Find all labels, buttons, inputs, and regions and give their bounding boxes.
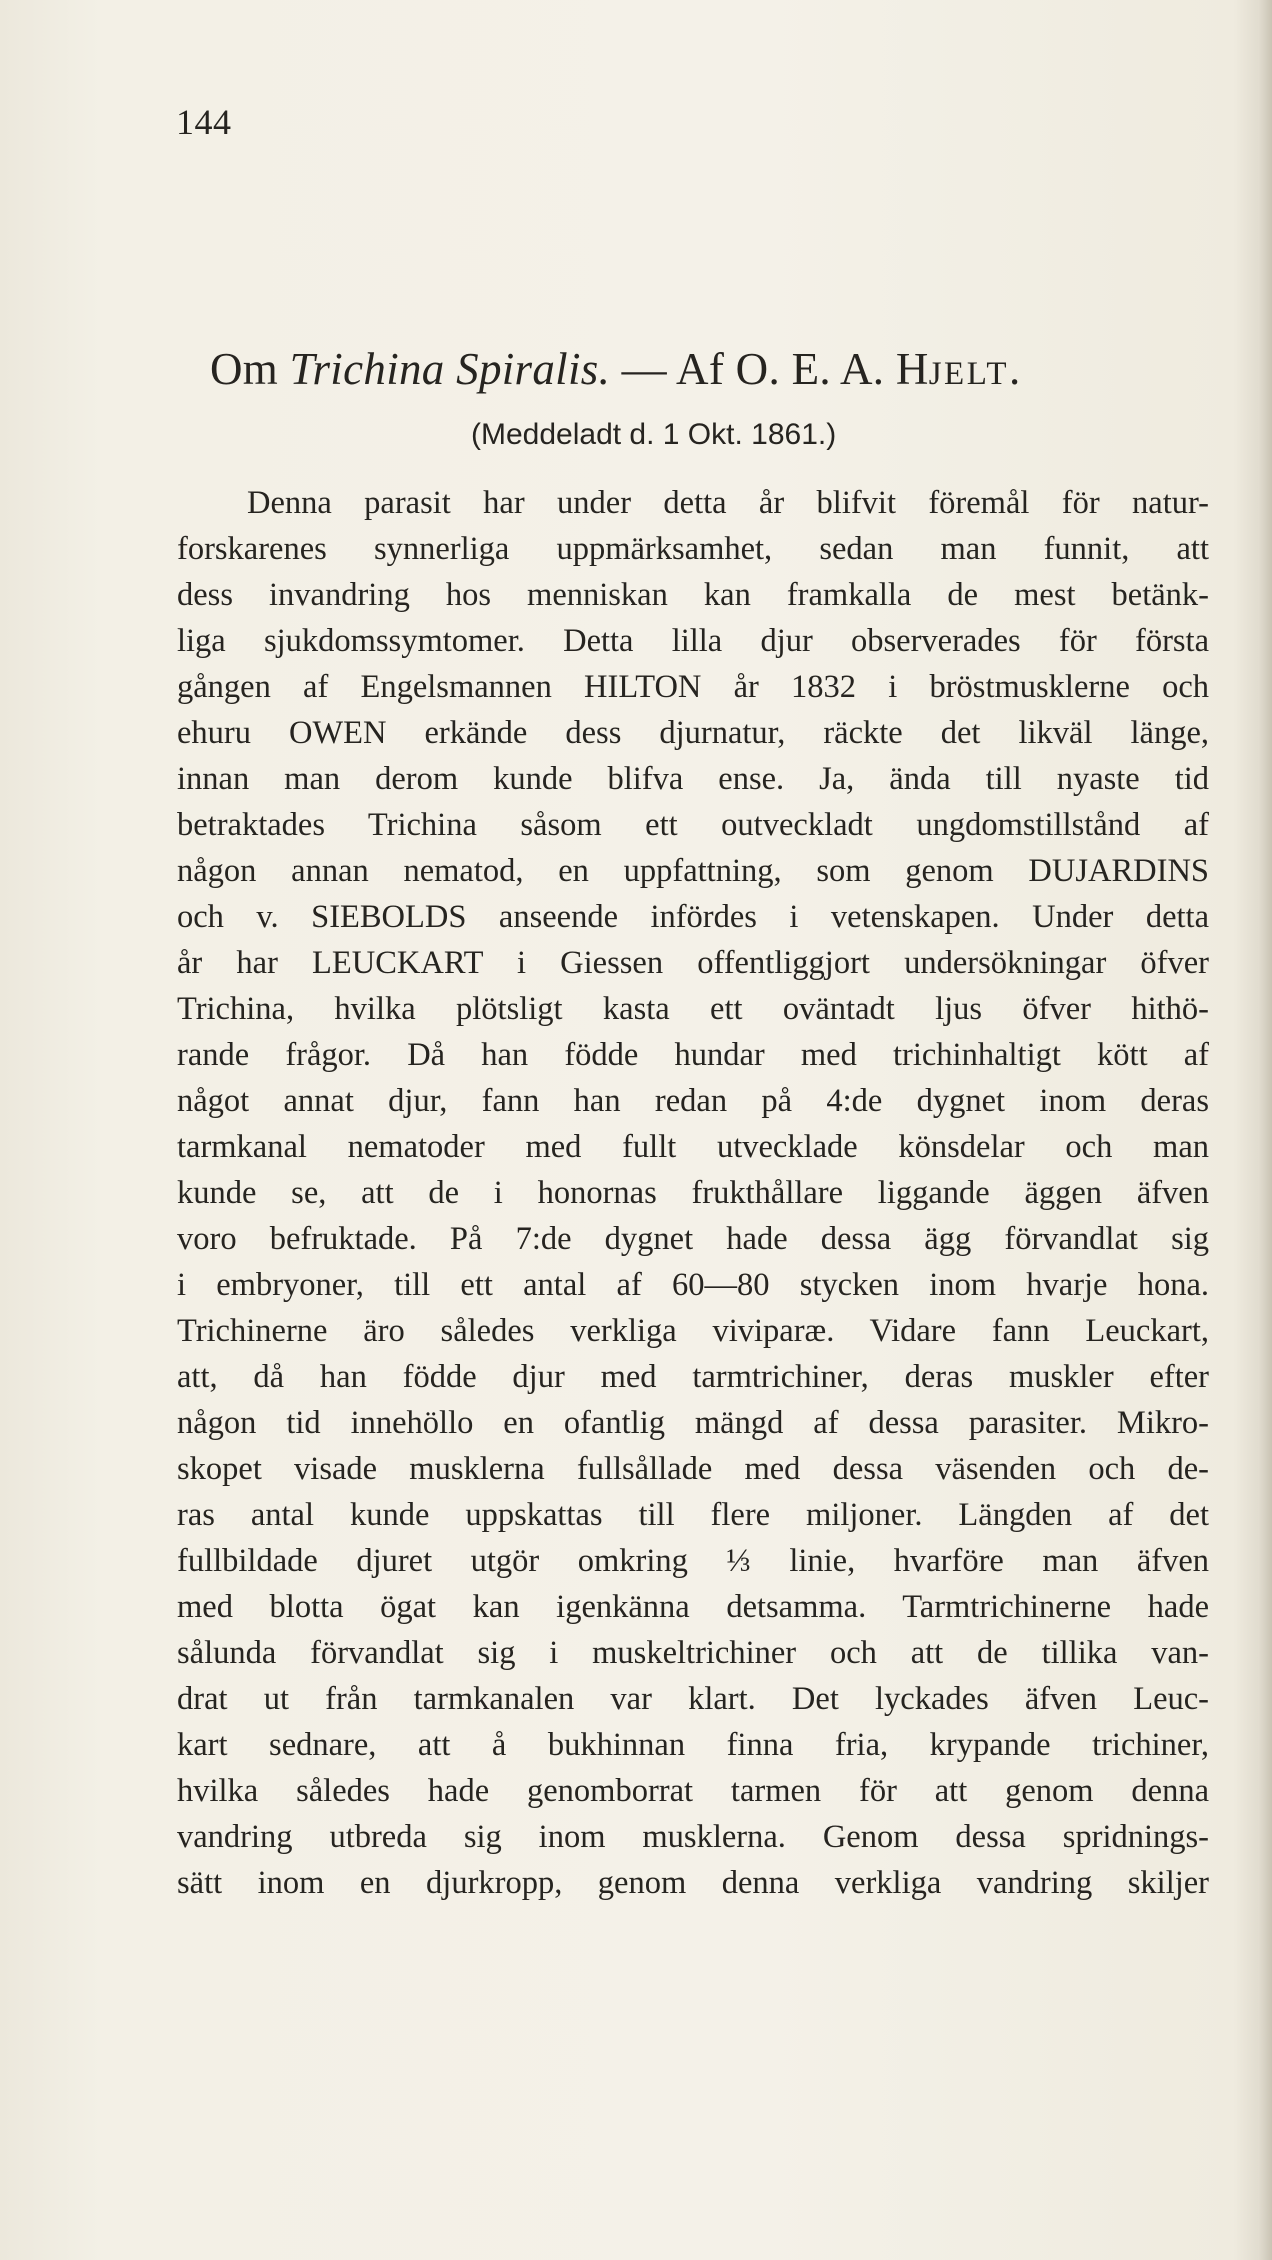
text-line: att, då han födde djur med tarmtrichiner, deras muskler efter (177, 1359, 1209, 1395)
text-line: Trichina, hvilka plötsligt kasta ett oväntadt ljus öfver hithö- (177, 991, 1209, 1027)
page-edge (1258, 0, 1272, 2260)
communication-date: (Meddeladt d. 1 Okt. 1861.) (471, 418, 837, 451)
text-line: sätt inom en djurkropp, genom denna verkliga vandring skiljer (177, 1865, 1209, 1901)
page-number: 144 (176, 102, 232, 142)
text-line: kart sednare, att å bukhinnan finna fria, krypande trichiner, (177, 1727, 1209, 1763)
text-line: kunde se, att de i honornas frukthållare liggande äggen äfven (177, 1175, 1209, 1211)
title-species: Trichina Spiralis. (289, 344, 611, 394)
text-line: tarmkanal nematoder med fullt utvecklade könsdelar och man (177, 1129, 1209, 1165)
title-prefix: Om (210, 344, 290, 394)
text-line: vandring utbreda sig inom musklerna. Genom dessa spridnings- (177, 1819, 1209, 1855)
text-line: dess invandring hos menniskan kan framkalla de mest betänk- (177, 577, 1209, 613)
text-line: något annat djur, fann han redan på 4:de dygnet inom deras (177, 1083, 1209, 1119)
text-line: ras antal kunde uppskattas till flere miljoner. Längden af det (177, 1497, 1209, 1533)
text-line: och v. SIEBOLDS anseende infördes i vetenskapen. Under detta (177, 899, 1209, 935)
text-line: Denna parasit har under detta år blifvit föremål för natur- (247, 485, 1209, 521)
text-line: sålunda förvandlat sig i muskeltrichiner och att de tillika van- (177, 1635, 1209, 1671)
text-line: fullbildade djuret utgör omkring ⅓ linie, hvarföre man äfven (177, 1543, 1209, 1579)
text-line: forskarenes synnerliga uppmärksamhet, sedan man funnit, att (177, 531, 1209, 567)
text-line: med blotta ögat kan igenkänna detsamma. Tarmtrichinerne hade (177, 1589, 1209, 1625)
text-line: ehuru OWEN erkände dess djurnatur, räckte det likväl länge, (177, 715, 1209, 751)
text-line: någon tid innehöllo en ofantlig mängd af dessa parasiter. Mikro- (177, 1405, 1209, 1441)
text-line: hvilka således hade genomborrat tarmen för att genom denna (177, 1773, 1209, 1809)
title-author: — Af O. E. A. H (610, 344, 929, 394)
title-end: . (1008, 344, 1021, 394)
text-line: innan man derom kunde blifva ense. Ja, ända till nyaste tid (177, 761, 1209, 797)
text-line: rande frågor. Då han födde hundar med trichinhaltigt kött af (177, 1037, 1209, 1073)
text-line: betraktades Trichina såsom ett outveckladt ungdomstillstånd af (177, 807, 1209, 843)
text-line: liga sjukdomssymtomer. Detta lilla djur observerades för första (177, 623, 1209, 659)
text-line: någon annan nematod, en uppfattning, som genom DUJARDINS (177, 853, 1209, 889)
title-author-small-caps: JELT (928, 356, 1009, 392)
text-line: voro befruktade. På 7:de dygnet hade dessa ägg förvandlat sig (177, 1221, 1209, 1257)
text-line: Trichinerne äro således verkliga viviparæ. Vidare fann Leuckart, (177, 1313, 1209, 1349)
text-line: i embryoner, till ett antal af 60—80 stycken inom hvarje hona. (177, 1267, 1209, 1303)
text-line: år har LEUCKART i Giessen offentliggjort undersökningar öfver (177, 945, 1209, 981)
text-line: skopet visade musklerna fullsållade med dessa väsenden och de- (177, 1451, 1209, 1487)
body-text (177, 480, 1209, 1906)
article-title (210, 345, 1021, 395)
text-line: drat ut från tarmkanalen var klart. Det lyckades äfven Leuc- (177, 1681, 1209, 1717)
text-line: gången af Engelsmannen HILTON år 1832 i bröstmusklerne och (177, 669, 1209, 705)
